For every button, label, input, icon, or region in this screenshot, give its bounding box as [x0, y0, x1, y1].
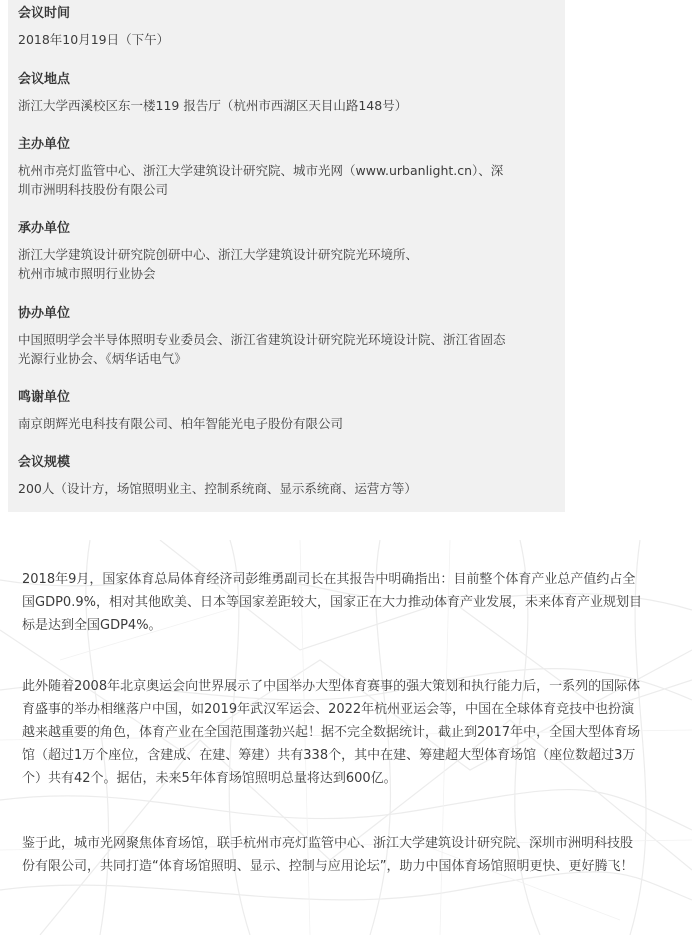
- info-value-line: 杭州市亮灯监管中心、浙江大学建筑设计研究院、城市光网（www.urbanlight.cn）、深: [18, 163, 504, 178]
- paragraph-line: 馆（超过1万个座位，含建成、在建、筹建）共有338个，其中在建、筹建超大型体育场馆（座位数超过3万: [22, 748, 636, 763]
- info-value: [18, 161, 555, 199]
- paragraph-line: 2018年9月，国家体育总局体育经济司彭维勇副司长在其报告中明确指出：目前整个体育产业总产值约占全: [22, 572, 636, 587]
- info-section-venue: [18, 71, 555, 115]
- info-section-thanks: [18, 389, 555, 433]
- info-value-line: 浙江大学西溪校区东一楼119 报告厅（杭州市西湖区天目山路148号）: [18, 98, 408, 113]
- article-paragraph-3: [22, 832, 672, 878]
- meeting-info-box: [8, 0, 565, 512]
- info-value: [18, 479, 555, 498]
- info-value-line: 南京朗辉光电科技有限公司、柏年智能光电子股份有限公司: [18, 416, 344, 431]
- info-label: 承办单位: [18, 221, 71, 236]
- info-value-line: 杭州市城市照明行业协会: [18, 266, 156, 281]
- info-label: 协办单位: [18, 306, 71, 321]
- article-paragraph-1: [22, 568, 672, 637]
- info-section-scale: [18, 454, 555, 498]
- paragraph-line: 份有限公司，共同打造“体育场馆照明、显示、控制与应用论坛”，助力中国体育场馆照明更快、更好腾飞！: [22, 859, 634, 874]
- info-value-line: 中国照明学会半导体照明专业委员会、浙江省建筑设计研究院光环境设计院、浙江省固态: [18, 332, 506, 347]
- info-label: 会议时间: [18, 6, 71, 21]
- info-section-time: [18, 5, 555, 49]
- article-paragraph-2: [22, 675, 672, 790]
- info-label: 主办单位: [18, 137, 71, 152]
- info-label: 会议地点: [18, 72, 71, 87]
- paragraph-line: 此外随着2008年北京奥运会向世界展示了中国举办大型体育赛事的强大策划和执行能力后，一系列的国际体: [22, 679, 641, 694]
- info-value-line: 200人（设计方，场馆照明业主、控制系统商、显示系统商、运营方等）: [18, 481, 417, 496]
- info-value: [18, 330, 555, 368]
- info-section-host: [18, 136, 555, 199]
- info-value-line: 光源行业协会、《炳华话电气》: [18, 351, 187, 366]
- info-value-line: 浙江大学建筑设计研究院创研中心、浙江大学建筑设计研究院光环境所、: [18, 247, 419, 262]
- paragraph-line: 越来越重要的角色，体育产业在全国范围蓬勃兴起！据不完全数据统计，截止到2017年中，全国大型体育场: [22, 725, 641, 740]
- info-value: [18, 96, 555, 115]
- info-section-coorganizer: [18, 305, 555, 368]
- info-label: 会议规模: [18, 455, 71, 470]
- info-value-line: 2018年10月19日（下午）: [18, 32, 170, 47]
- info-value: [18, 245, 555, 283]
- paragraph-line: 国GDP0.9%，相对其他欧美、日本等国家差距较大，国家正在大力推动体育产业发展，未来体育产业规划目: [22, 595, 642, 610]
- info-value-line: 圳市洲明科技股份有限公司: [18, 182, 169, 197]
- info-section-organizer: [18, 220, 555, 283]
- paragraph-line: 标是达到全国GDP4%。: [22, 618, 162, 633]
- paragraph-line: 个）共有42个。据估，未来5年体育场馆照明总量将达到600亿。: [22, 771, 397, 786]
- info-label: 鸣谢单位: [18, 390, 71, 405]
- paragraph-line: 鉴于此，城市光网聚焦体育场馆，联手杭州市亮灯监管中心、浙江大学建筑设计研究院、深圳市洲明科技股: [22, 836, 634, 851]
- info-value: [18, 414, 555, 433]
- paragraph-line: 育盛事的举办相继落户中国，如2019年武汉军运会、2022年杭州亚运会等，中国在全球体育竞技中也扮演: [22, 702, 635, 717]
- info-value: [18, 30, 555, 49]
